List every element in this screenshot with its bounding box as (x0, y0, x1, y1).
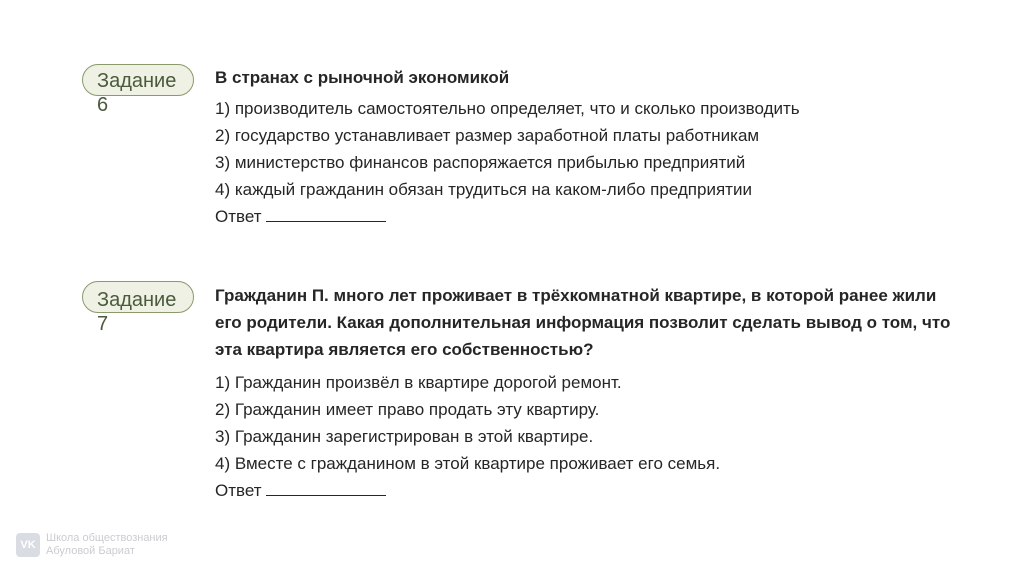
vk-logo-icon[interactable]: VK (16, 533, 40, 557)
task-6-answer (215, 203, 995, 230)
task-7-question-line-3: эта квартира является его собственностью? (215, 340, 594, 359)
task-7-badge-label: Задание (97, 289, 177, 311)
task-6-badge-label: Задание (97, 70, 177, 92)
footer-watermark (16, 532, 168, 558)
footer-text (46, 532, 168, 558)
task-7-option-2: 2) Гражданин имеет право продать эту квартиру. (215, 400, 600, 419)
task-6-answer-label: Ответ (215, 207, 262, 226)
task-6-option-2: 2) государство устанавливает размер заработной платы работникам (215, 126, 760, 145)
footer-line-2: Абуловой Бариат (46, 545, 135, 557)
task-6 (215, 64, 995, 230)
task-7-option-4: 4) Вместе с гражданином в этой квартире проживает его семья. (215, 454, 721, 473)
footer-line-1: Школа обществознания (46, 532, 168, 544)
task-7-question-line-1: Гражданин П. много лет проживает в трёхкомнатной квартире, в которой ранее жили (215, 286, 937, 305)
task-6-option-3: 3) министерство финансов распоряжается прибылью предприятий (215, 153, 746, 172)
task-6-option-1: 1) производитель самостоятельно определяет, что и сколько производить (215, 99, 800, 118)
task-7-badge-number: 7 (97, 313, 109, 335)
task-6-question: В странах с рыночной экономикой (215, 68, 510, 87)
task-7-question-line-2: его родители. Какая дополнительная информация позволит сделать вывод о том, что (215, 313, 951, 332)
task-6-answer-blank (266, 206, 386, 222)
task-7-answer-label: Ответ (215, 481, 262, 500)
task-7-option-3: 3) Гражданин зарегистрирован в этой квартире. (215, 427, 594, 446)
task-7-option-1: 1) Гражданин произвёл в квартире дорогой ремонт. (215, 373, 622, 392)
task-6-option-4: 4) каждый гражданин обязан трудиться на каком-либо предприятии (215, 180, 752, 199)
task-7 (215, 282, 995, 504)
task-7-answer (215, 477, 995, 504)
task-7-question (215, 282, 995, 363)
task-7-answer-blank (266, 480, 386, 496)
task-6-badge-number: 6 (97, 94, 109, 116)
